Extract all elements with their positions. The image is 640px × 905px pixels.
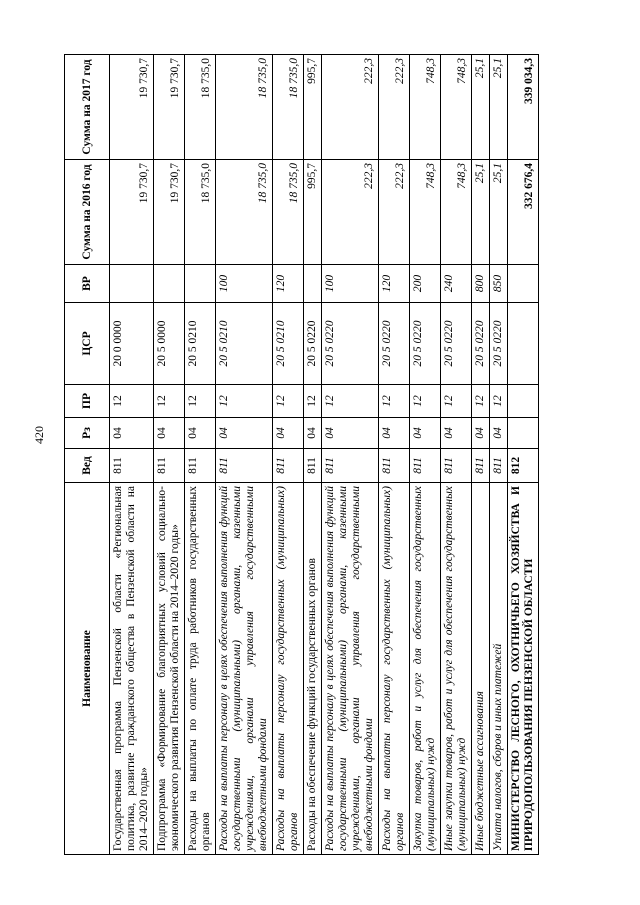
cell-csr: 20 5 0210 — [216, 303, 273, 385]
cell-ved: 811 — [273, 449, 304, 483]
cell-ved: 811 — [216, 449, 273, 483]
cell-vr — [304, 265, 322, 303]
cell-name: Расходы на выплаты персоналу государственных (муниципальных) органов — [379, 483, 410, 855]
table-row — [508, 55, 539, 855]
cell-sum-2017: 25,1 — [472, 55, 490, 160]
cell-csr: 20 5 0220 — [410, 303, 441, 385]
cell-pr: 12 — [154, 385, 185, 418]
header-name: Наименование — [65, 483, 110, 855]
table-row — [154, 55, 185, 855]
header-sum-2016: Сумма на 2016 год — [65, 160, 110, 265]
table-row — [216, 55, 273, 855]
table-row — [322, 55, 379, 855]
cell-sum-2016: 222,3 — [379, 160, 410, 265]
cell-sum-2016: 19 730,7 — [110, 160, 154, 265]
cell-rz: 04 — [490, 418, 508, 449]
header-sum-2017: Сумма на 2017 год — [65, 55, 110, 160]
cell-sum-2017: 25,1 — [490, 55, 508, 160]
cell-vr: 100 — [216, 265, 273, 303]
cell-name: Государственная программа Пензенской области «Региональная политика, развитие гражданского общества в Пензенской области на 2014–2020 годы» — [110, 483, 154, 855]
cell-name: Подпрограмма «Формирование благоприятных условий социально-экономического развития Пензенской области на 2014–2020 годы» — [154, 483, 185, 855]
cell-sum-2016: 332 676,4 — [508, 160, 539, 265]
cell-rz: 04 — [216, 418, 273, 449]
table-row — [110, 55, 154, 855]
cell-pr — [508, 385, 539, 418]
cell-rz: 04 — [273, 418, 304, 449]
cell-sum-2016: 18 735,0 — [216, 160, 273, 265]
table-row — [379, 55, 410, 855]
cell-name: Расходы на обеспечение функций государственных органов — [304, 483, 322, 855]
cell-sum-2016: 19 730,7 — [154, 160, 185, 265]
cell-vr — [185, 265, 216, 303]
cell-vr: 200 — [410, 265, 441, 303]
cell-pr: 12 — [379, 385, 410, 418]
page-number: 420 — [32, 426, 46, 444]
cell-ved: 811 — [410, 449, 441, 483]
table-row — [185, 55, 216, 855]
cell-ved: 811 — [490, 449, 508, 483]
cell-vr: 100 — [322, 265, 379, 303]
cell-sum-2017: 18 735,0 — [273, 55, 304, 160]
cell-sum-2016: 25,1 — [472, 160, 490, 265]
cell-vr: 120 — [273, 265, 304, 303]
table-body — [110, 55, 539, 855]
table-row — [273, 55, 304, 855]
cell-sum-2017: 222,3 — [322, 55, 379, 160]
cell-csr: 20 5 0220 — [472, 303, 490, 385]
cell-sum-2016: 748,3 — [410, 160, 441, 265]
cell-rz: 04 — [154, 418, 185, 449]
cell-rz: 04 — [379, 418, 410, 449]
cell-ved: 811 — [472, 449, 490, 483]
table-row — [410, 55, 441, 855]
table-row — [304, 55, 322, 855]
cell-sum-2017: 18 735,0 — [185, 55, 216, 160]
cell-sum-2017: 19 730,7 — [154, 55, 185, 160]
cell-sum-2016: 995,7 — [304, 160, 322, 265]
cell-name: Иные закупки товаров, работ и услуг для обеспечения государственных (муниципальных) нужд — [441, 483, 472, 855]
cell-vr: 850 — [490, 265, 508, 303]
header-rz: Рз — [65, 418, 110, 449]
cell-csr — [508, 303, 539, 385]
cell-vr — [110, 265, 154, 303]
cell-pr: 12 — [185, 385, 216, 418]
cell-sum-2017: 19 730,7 — [110, 55, 154, 160]
cell-sum-2016: 222,3 — [322, 160, 379, 265]
cell-csr: 20 5 0210 — [185, 303, 216, 385]
cell-rz: 04 — [472, 418, 490, 449]
cell-csr: 20 5 0220 — [441, 303, 472, 385]
cell-name: Расходы на выплаты персоналу в целях обеспечения выполнения функций государственными (муниципальными) органами, казенными учреждениями, органами управления государственными внебюджетными фондами — [322, 483, 379, 855]
cell-csr: 20 5 0210 — [273, 303, 304, 385]
cell-name: Расходы на выплаты персоналу государственных (муниципальных) органов — [273, 483, 304, 855]
cell-vr: 800 — [472, 265, 490, 303]
cell-rz: 04 — [322, 418, 379, 449]
cell-sum-2016: 748,3 — [441, 160, 472, 265]
cell-ved: 811 — [304, 449, 322, 483]
cell-sum-2017: 222,3 — [379, 55, 410, 160]
cell-rz: 04 — [110, 418, 154, 449]
cell-ved: 811 — [379, 449, 410, 483]
cell-sum-2017: 339 034,3 — [508, 55, 539, 160]
cell-pr: 12 — [322, 385, 379, 418]
cell-rz: 04 — [304, 418, 322, 449]
cell-name: Расходы на выплаты персоналу в целях обеспечения выполнения функций государственными (муниципальными) органами, казенными учреждениями, органами управления государственными внебюджетными фондами — [216, 483, 273, 855]
cell-sum-2017: 995,7 — [304, 55, 322, 160]
cell-name: Иные бюджетные ассигнования — [472, 483, 490, 855]
cell-pr: 12 — [216, 385, 273, 418]
cell-csr: 20 0 0000 — [110, 303, 154, 385]
cell-rz: 04 — [441, 418, 472, 449]
cell-ved: 811 — [441, 449, 472, 483]
cell-sum-2017: 18 735,0 — [216, 55, 273, 160]
cell-vr: 240 — [441, 265, 472, 303]
cell-vr: 120 — [379, 265, 410, 303]
table-header-row — [65, 55, 110, 855]
cell-pr: 12 — [441, 385, 472, 418]
cell-name: МИНИСТЕРСТВО ЛЕСНОГО, ОХОТНИЧЬЕГО ХОЗЯЙСТВА И ПРИРОДОПОЛЬЗОВАНИЯ ПЕНЗЕНСКОЙ ОБЛАСТИ — [508, 483, 539, 855]
cell-sum-2017: 748,3 — [441, 55, 472, 160]
cell-ved: 811 — [110, 449, 154, 483]
cell-csr: 20 5 0220 — [379, 303, 410, 385]
cell-pr: 12 — [304, 385, 322, 418]
cell-pr: 12 — [472, 385, 490, 418]
header-ved: Вед — [65, 449, 110, 483]
cell-sum-2017: 748,3 — [410, 55, 441, 160]
cell-vr — [508, 265, 539, 303]
table-row — [472, 55, 490, 855]
cell-pr: 12 — [110, 385, 154, 418]
budget-table-sheet — [64, 55, 596, 855]
header-vr: ВР — [65, 265, 110, 303]
cell-pr: 12 — [490, 385, 508, 418]
cell-name: Расходы на выплаты по оплате труда работников государственных органов — [185, 483, 216, 855]
cell-rz — [508, 418, 539, 449]
budget-table — [64, 54, 539, 855]
cell-ved: 811 — [185, 449, 216, 483]
cell-sum-2016: 25,1 — [490, 160, 508, 265]
cell-rz: 04 — [185, 418, 216, 449]
cell-sum-2016: 18 735,0 — [273, 160, 304, 265]
cell-csr: 20 5 0000 — [154, 303, 185, 385]
cell-rz: 04 — [410, 418, 441, 449]
table-row — [490, 55, 508, 855]
cell-ved: 811 — [322, 449, 379, 483]
cell-csr: 20 5 0220 — [490, 303, 508, 385]
cell-ved: 812 — [508, 449, 539, 483]
cell-name: Уплата налогов, сборов и иных платежей — [490, 483, 508, 855]
header-csr: ЦСР — [65, 303, 110, 385]
cell-sum-2016: 18 735,0 — [185, 160, 216, 265]
cell-csr: 20 5 0220 — [322, 303, 379, 385]
cell-ved: 811 — [154, 449, 185, 483]
cell-pr: 12 — [410, 385, 441, 418]
cell-pr: 12 — [273, 385, 304, 418]
header-pr: ПР — [65, 385, 110, 418]
table-row — [441, 55, 472, 855]
cell-name: Закупка товаров, работ и услуг для обеспечения государственных (муниципальных) нужд — [410, 483, 441, 855]
cell-vr — [154, 265, 185, 303]
cell-csr: 20 5 0220 — [304, 303, 322, 385]
